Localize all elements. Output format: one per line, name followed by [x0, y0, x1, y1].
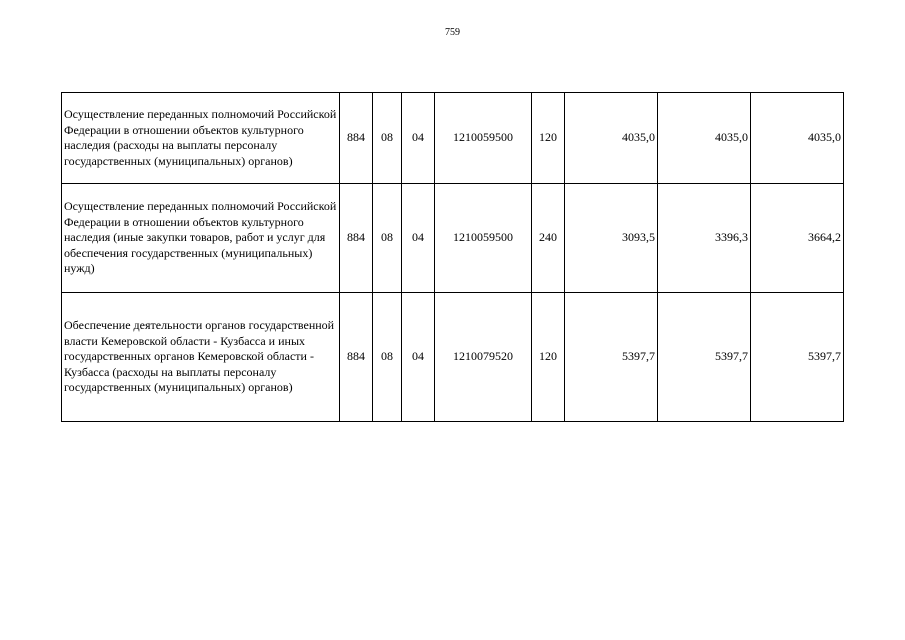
- subsection-code: 04: [402, 184, 435, 293]
- table-row: [62, 184, 844, 293]
- table-row: [62, 93, 844, 184]
- budget-table: [61, 92, 844, 422]
- ministry-code: 884: [340, 293, 373, 422]
- ministry-code: 884: [340, 184, 373, 293]
- subsection-code: 04: [402, 293, 435, 422]
- section-code: 08: [373, 93, 402, 184]
- section-code: 08: [373, 293, 402, 422]
- amount-year-2: 5397,7: [658, 293, 751, 422]
- subsection-code: 04: [402, 93, 435, 184]
- expense-kind-code: 240: [532, 184, 565, 293]
- amount-year-3: 5397,7: [751, 293, 844, 422]
- target-code: 1210059500: [435, 93, 532, 184]
- amount-year-1: 3093,5: [565, 184, 658, 293]
- amount-year-3: 3664,2: [751, 184, 844, 293]
- expense-name: Осуществление переданных полномочий Российской Федерации в отношении объектов культурного наследия (расходы на выплаты персоналу государственных (муниципальных) органов): [62, 93, 340, 184]
- target-code: 1210059500: [435, 184, 532, 293]
- page-number: 759: [445, 27, 460, 38]
- amount-year-3: 4035,0: [751, 93, 844, 184]
- target-code: 1210079520: [435, 293, 532, 422]
- expense-name: Обеспечение деятельности органов государственной власти Кемеровской области - Кузбасса и иных государственных органов Кемеровской области - Кузбасса (расходы на выплаты персоналу государственных (муниципальных) органов): [62, 293, 340, 422]
- table-row: [62, 293, 844, 422]
- amount-year-2: 4035,0: [658, 93, 751, 184]
- amount-year-2: 3396,3: [658, 184, 751, 293]
- expense-name: Осуществление переданных полномочий Российской Федерации в отношении объектов культурного наследия (иные закупки товаров, работ и услуг для обеспечения государственных (муниципальных) нужд): [62, 184, 340, 293]
- ministry-code: 884: [340, 93, 373, 184]
- amount-year-1: 5397,7: [565, 293, 658, 422]
- expense-kind-code: 120: [532, 293, 565, 422]
- amount-year-1: 4035,0: [565, 93, 658, 184]
- section-code: 08: [373, 184, 402, 293]
- expense-kind-code: 120: [532, 93, 565, 184]
